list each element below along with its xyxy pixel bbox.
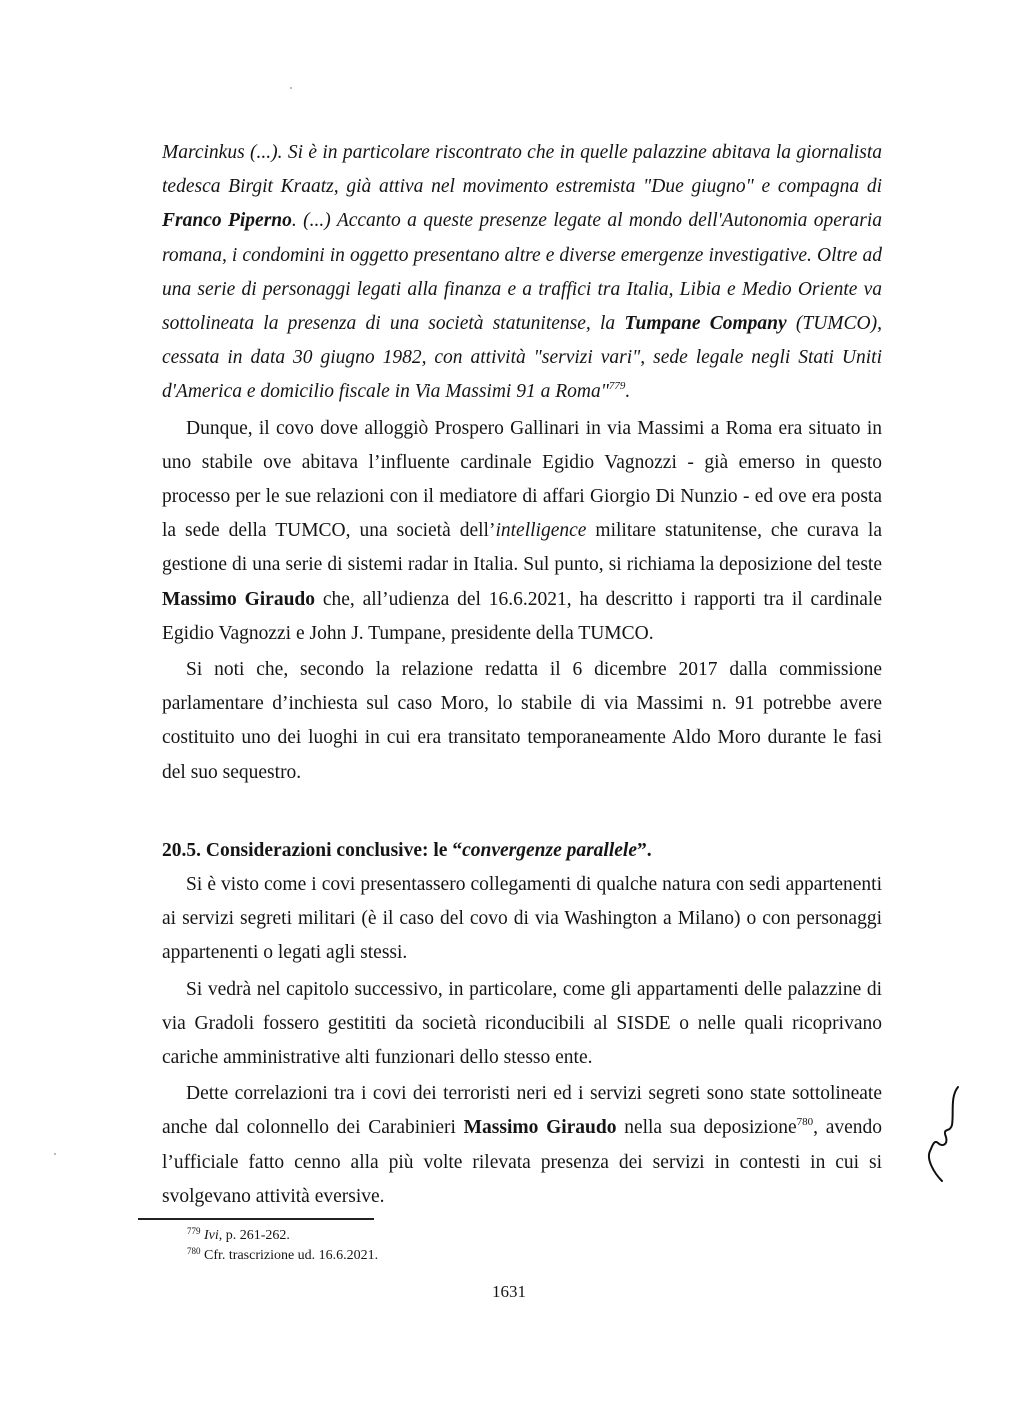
footnote-ref-779[interactable]: 779: [608, 380, 626, 393]
footnotes: [187, 1226, 378, 1266]
signature-icon: [920, 1085, 970, 1185]
footnote-ref-780[interactable]: 780: [796, 1116, 814, 1129]
page-number: 1631: [492, 1282, 526, 1301]
quoted-excerpt: Marcinkus (...). Si è in particolare riscontrato che in quelle palazzine abitava la giornalista tedesca Birgit Kraatz, già attiva nel movimento estremista "Due giugno" e compagna di Franco Piperno. (...) Accanto a queste presenze legate al mondo dell'Autonomia operaria romana, i condomini in oggetto presentano altre e diverse emergenze investigative. Oltre ad una serie di personaggi legati alla finanza e a traffici tra Italia, Libia e Medio Oriente va sottolineata la presenza di una società statunitense, la Tumpane Company (TUMCO), cessata in data 30 giugno 1982, con attività "servizi vari", sede legale negli Stati Uniti d'America e domicilio fiscale in Via Massimi 91 a Roma"$^{779}$.: [162, 142, 883, 403]
scan-speck: [290, 87, 292, 89]
paragraph: Si è visto come i covi presentassero collegamenti di qualche natura con sedi appartenenti ai servizi segreti militari (è il caso del covo di via Washington a Milano) o con personaggi appartenenti o legati agli stessi.: [162, 874, 882, 964]
footnote-779: $^{779}$ Ivi, p. 261-262.: [187, 1226, 290, 1243]
footnote-780: $^{780}$ Cfr. trascrizione ud. 16.6.2021.: [187, 1246, 379, 1263]
bold-name: Massimo Giraudo: [162, 588, 316, 610]
footnote-separator: [138, 1218, 374, 1220]
paragraph: Dette correlazioni tra i covi dei terroristi neri ed i servizi segreti sono state sottolineate anche dal colonnello dei Carabinieri Massimo Giraudo nella sua deposizione$^{780}$, avendo l’ufficiale fatto cenno alla più volte rilevata presenza dei servizi in contesti in cui si svolgevano attività eversive.: [162, 1083, 883, 1207]
paragraph: Si noti che, secondo la relazione redatta il 6 dicembre 2017 dalla commissione parlamentare d’inchiesta sul caso Moro, lo stabile di via Massimi n. 91 potrebbe avere costituito uno dei luoghi in cui era transitato temporaneamente Aldo Moro durante le fasi del suo sequestro.: [162, 659, 882, 783]
bold-company: Tumpane Company: [624, 313, 787, 335]
scan-speck: [54, 1153, 56, 1155]
section-heading: 20.5. Considerazioni conclusive: le “convergenze parallele”.: [162, 839, 652, 861]
paragraph: Si vedrà nel capitolo successivo, in particolare, come gli appartamenti delle palazzine di via Gradoli fossero gestititi da società riconducibili al SISDE o nelle quali ricoprivano cariche amministrative alti funzionari dello stesso ente.: [162, 978, 882, 1069]
bold-name: Massimo Giraudo: [463, 1117, 617, 1139]
main-text: [162, 136, 882, 1214]
bold-name: Franco Piperno: [162, 210, 292, 232]
paragraph: Dunque, il covo dove alloggiò Prospero Gallinari in via Massimi a Roma era situato in uno stabile ove abitava l’influente cardinale Egidio Vagnozzi - già emerso in questo processo per le sue relazioni con il mediatore di affari Giorgio Di Nunzio - ed ove era posta la sede della TUMCO, una società dell’intelligence militare statunitense, che curava la gestione di una serie di sistemi radar in Italia. Sul punto, si richiama la deposizione del teste Massimo Giraudo che, all’udienza del 16.6.2021, ha descritto i rapporti tra il cardinale Egidio Vagnozzi e John J. Tumpane, presidente della TUMCO.: [162, 417, 882, 644]
